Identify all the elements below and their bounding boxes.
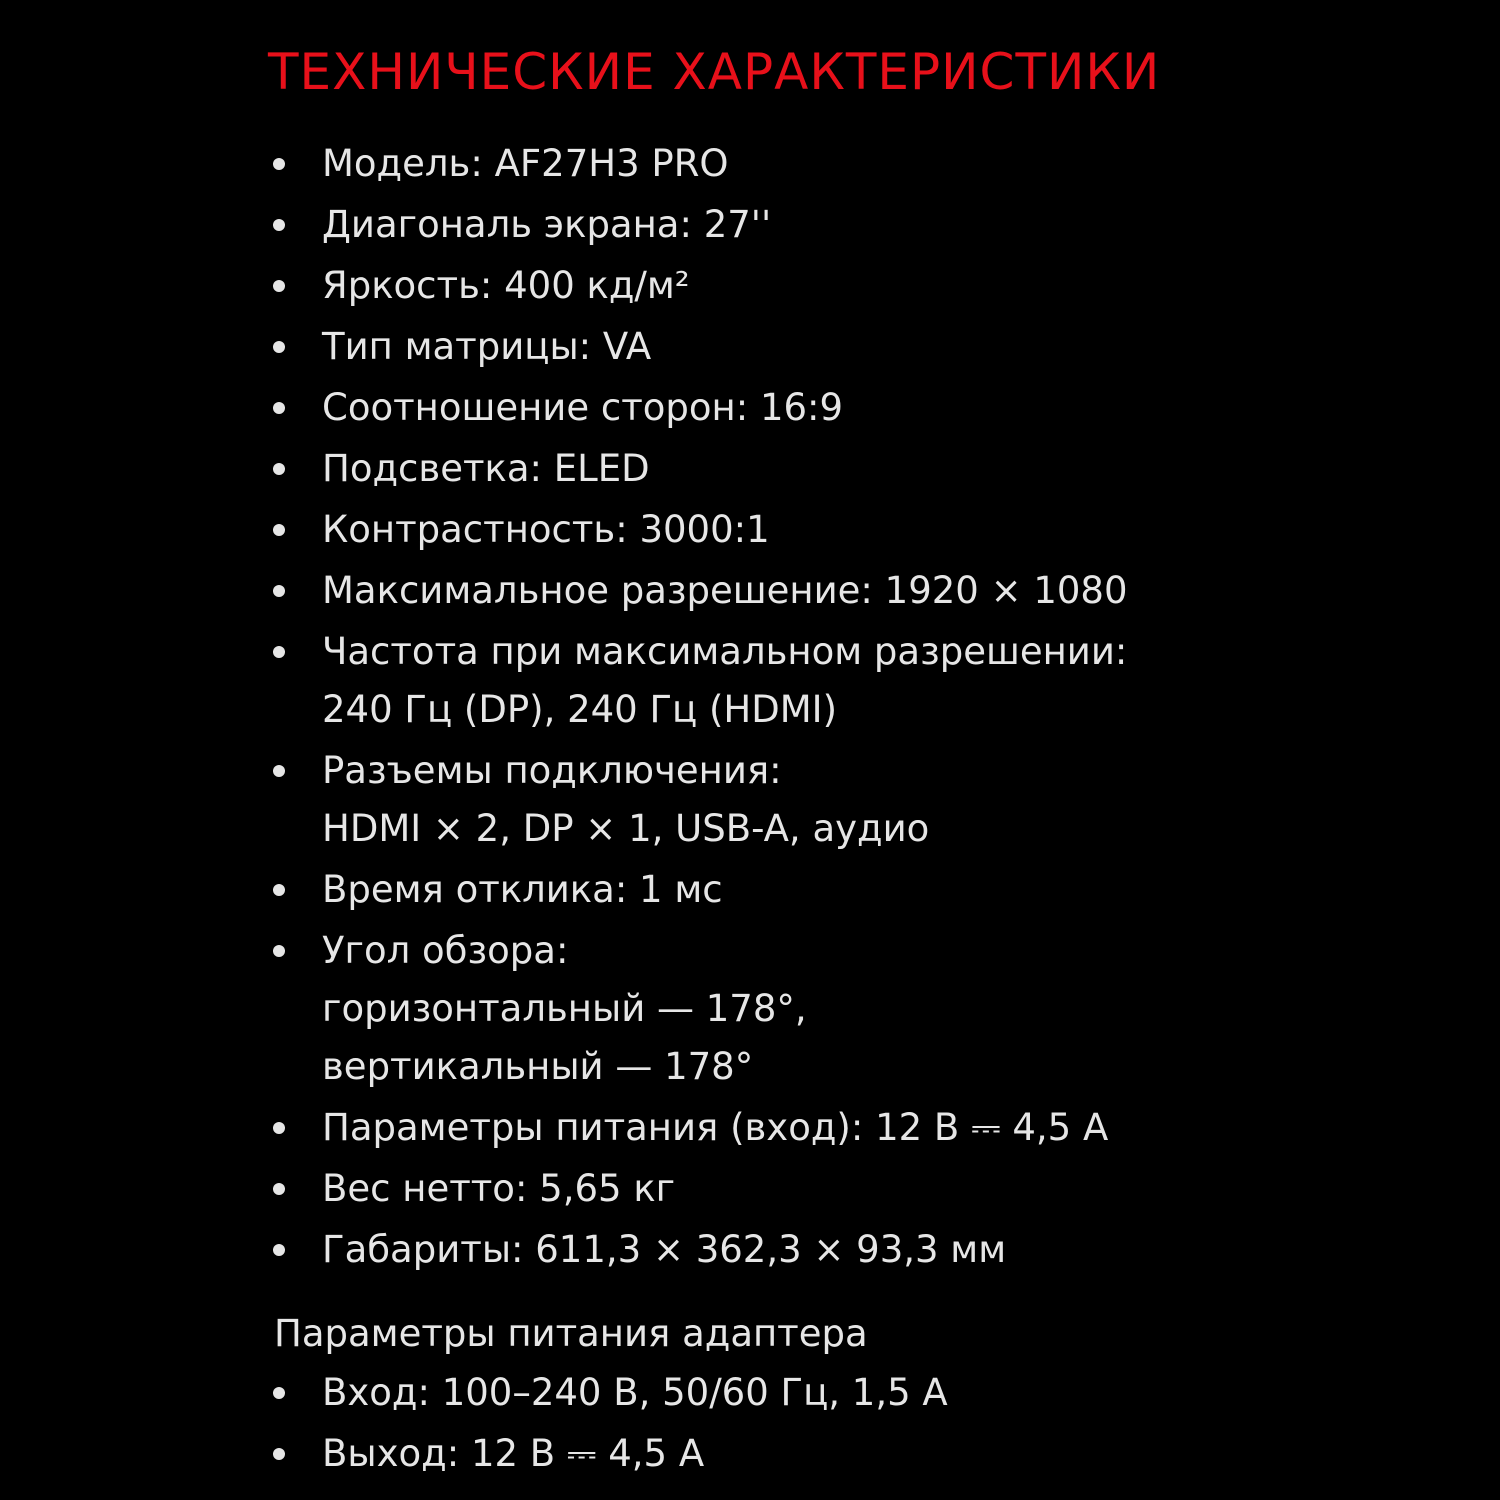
adapter-spec-item — [270, 1364, 1270, 1422]
spec-text: Модель: AF27H3 PRO — [322, 142, 729, 185]
spec-item — [270, 501, 1270, 559]
bullet-icon — [273, 219, 285, 231]
bullet-icon — [273, 463, 285, 475]
spec-text: Разъемы подключения: — [322, 749, 782, 792]
spec-text: HDMI × 2, DP × 1, USB-A, аудио — [322, 807, 930, 850]
spec-item — [270, 1221, 1270, 1279]
bullet-icon — [273, 646, 285, 658]
bullet-icon — [273, 158, 285, 170]
bullet-icon — [273, 945, 285, 957]
spec-text: Соотношение сторон: 16:9 — [322, 386, 844, 429]
bullet-icon — [273, 1244, 285, 1256]
bullet-icon — [273, 585, 285, 597]
spec-text: Тип матрицы: VA — [322, 325, 652, 368]
adapter-heading: Параметры питания адаптера — [274, 1312, 868, 1355]
bullet-icon — [273, 524, 285, 536]
spec-text: Яркость: 400 кд/м² — [322, 264, 690, 307]
spec-text: Подсветка: ELED — [322, 447, 650, 490]
bullet-icon — [273, 280, 285, 292]
spec-item — [270, 623, 1270, 739]
bullet-icon — [273, 402, 285, 414]
spec-text: Угол обзора: — [322, 929, 569, 972]
spec-item — [270, 440, 1270, 498]
bullet-icon — [273, 1122, 285, 1134]
bullet-icon — [273, 1387, 285, 1399]
spec-item — [270, 1099, 1270, 1157]
spec-text: Контрастность: 3000:1 — [322, 508, 770, 551]
spec-text: вертикальный — 178° — [322, 1045, 754, 1088]
spec-item — [270, 196, 1270, 254]
spec-item — [270, 135, 1270, 193]
spec-text: Время отклика: 1 мс — [322, 868, 723, 911]
spec-item — [270, 318, 1270, 376]
spec-text: Вес нетто: 5,65 кг — [322, 1167, 676, 1210]
spec-text: Частота при максимальном разрешении: — [322, 630, 1128, 673]
bullet-icon — [273, 765, 285, 777]
spec-item — [270, 379, 1270, 437]
spec-item — [270, 562, 1270, 620]
spec-text: Вход: 100–240 В, 50/60 Гц, 1,5 А — [322, 1371, 948, 1414]
page-title: ТЕХНИЧЕСКИЕ ХАРАКТЕРИСТИКИ — [268, 43, 1161, 101]
spec-text: Выход: 12 В ⎓ 4,5 А — [322, 1432, 705, 1475]
adapter-spec-list — [270, 1364, 1270, 1486]
spec-item — [270, 922, 1270, 1096]
bullet-icon — [273, 1448, 285, 1460]
spec-text: 240 Гц (DP), 240 Гц (HDMI) — [322, 688, 838, 731]
bullet-icon — [273, 341, 285, 353]
spec-text: горизонтальный — 178°, — [322, 987, 807, 1030]
spec-text: Максимальное разрешение: 1920 × 1080 — [322, 569, 1128, 612]
spec-item — [270, 1160, 1270, 1218]
spec-text: Габариты: 611,3 × 362,3 × 93,3 мм — [322, 1228, 1007, 1271]
spec-text: Параметры питания (вход): 12 В ⎓ 4,5 А — [322, 1106, 1109, 1149]
spec-item — [270, 861, 1270, 919]
spec-list — [270, 135, 1270, 1282]
bullet-icon — [273, 884, 285, 896]
spec-item — [270, 257, 1270, 315]
spec-item — [270, 742, 1270, 858]
adapter-spec-item — [270, 1425, 1270, 1483]
bullet-icon — [273, 1183, 285, 1195]
spec-text: Диагональ экрана: 27'' — [322, 203, 772, 246]
